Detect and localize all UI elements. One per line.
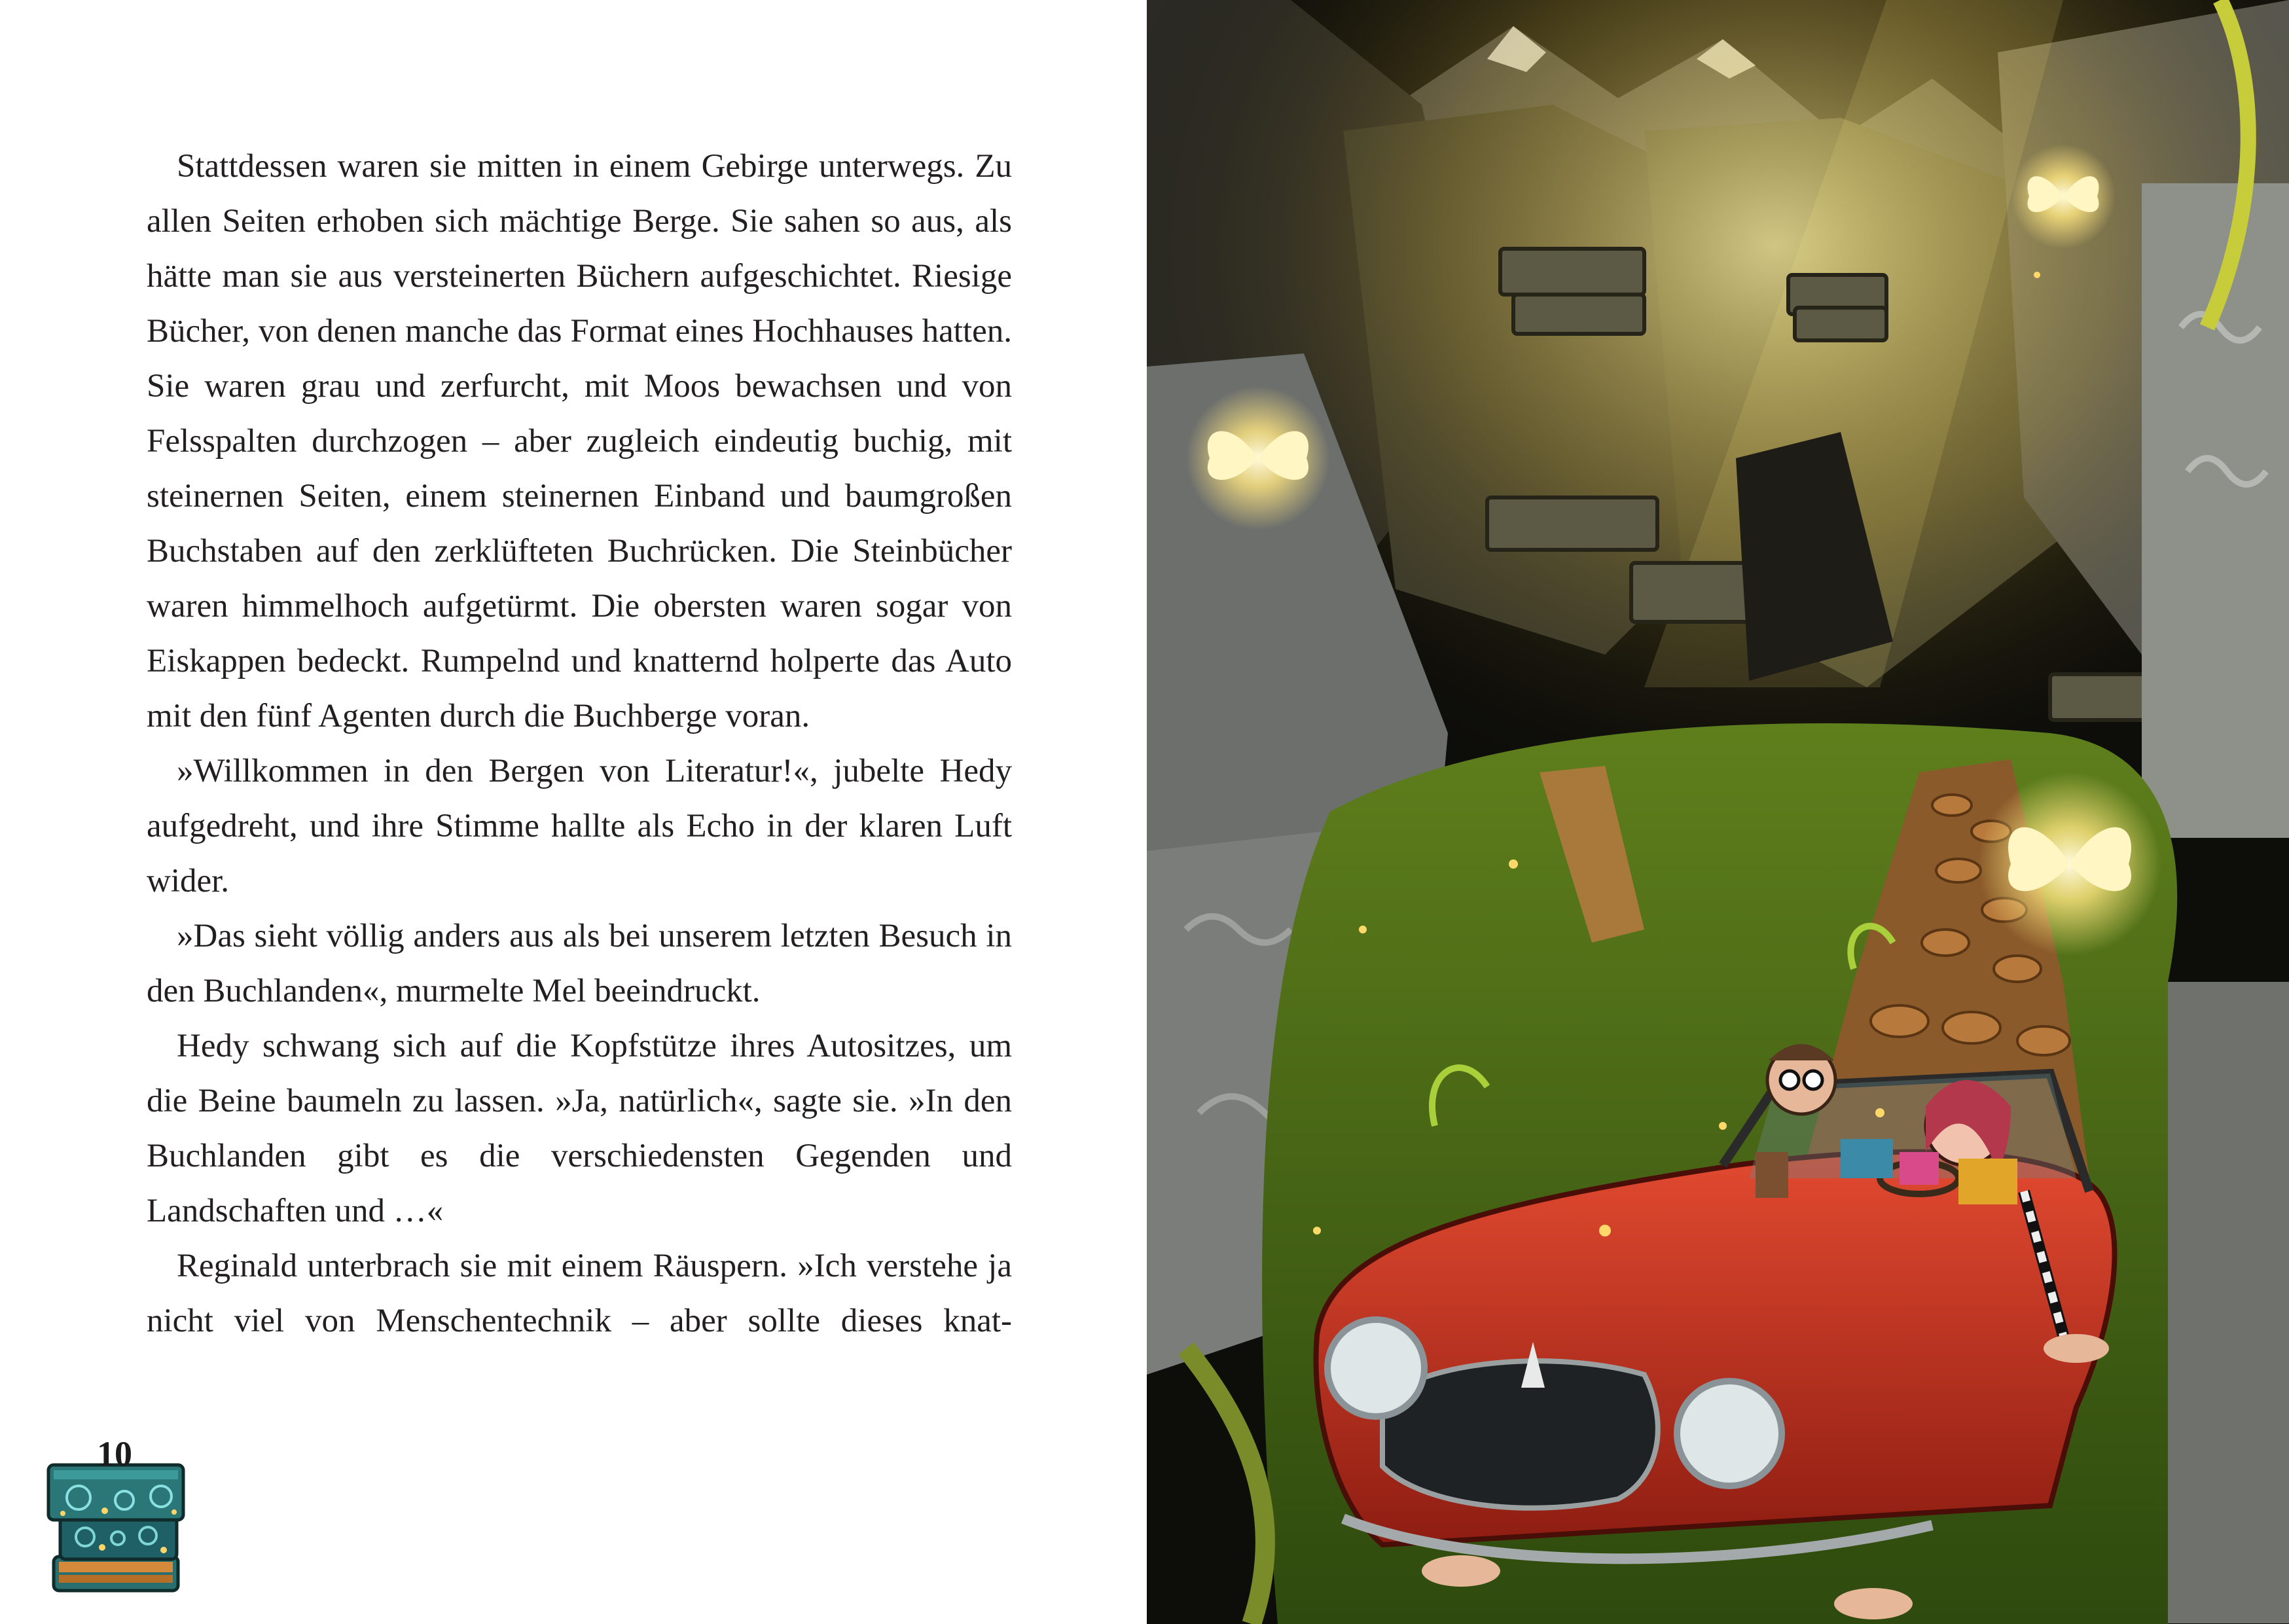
paragraph-3: »Das sieht völlig anders aus als bei unserem letzten Besuch in den Buchlanden«, murmelte Mel beeindruckt.: [147, 918, 1012, 1009]
page-number: 10: [97, 1434, 132, 1473]
paragraph-2: »Willkommen in den Bergen von Literatur!«, jubelte Hedy aufgedreht, und ihre Stimme hallte als Echo in der klaren Luft wider.: [147, 753, 1012, 899]
glowing-butterfly: [1978, 772, 2161, 956]
glowing-butterfly: [2011, 144, 2116, 249]
story-text: [147, 139, 1012, 1348]
paragraph-1: Stattdessen waren sie mitten in einem Gebirge unterwegs. Zu allen Seiten erhoben sich mächtige Berge. Sie sahen so aus, als hätte man sie aus versteinerten Büchern aufgeschichtet. Riesige Bücher, von denen manche das Format eines Hochhauses hatten. Sie waren grau und zerfurcht, mit Moos bewachsen und von Felsspalten durchzogen – aber zugleich eindeutig buchig, mit steinernen Seiten, einem steinernen Einband und baumgroßen Buchstaben auf den zerklüfteten Buchrücken. Die Steinbücher waren himmelhoch aufgetürmt. Die obersten waren sogar von Eiskappen bedeckt. Rumpelnd und knatternd holperte das Auto mit den fünf Agenten durch die Buchberge voran.: [147, 148, 1012, 734]
paragraph-4: Hedy schwang sich auf die Kopfstütze ihres Autositzes, um die Beine baumeln zu lassen. »Ja, natürlich«, sagte sie. »In den Buchlanden gibt es die verschiedensten Gegenden und Landschaften und …«: [147, 1028, 1012, 1229]
paragraph-5: Reginald unterbrach sie mit einem Räuspern. »Ich verstehe ja nicht viel von Menschentechnik – aber sollte dieses knat-: [147, 1248, 1012, 1339]
book-mountains-car-illustration: [1147, 0, 2289, 1624]
glowing-butterfly: [1186, 386, 1330, 530]
